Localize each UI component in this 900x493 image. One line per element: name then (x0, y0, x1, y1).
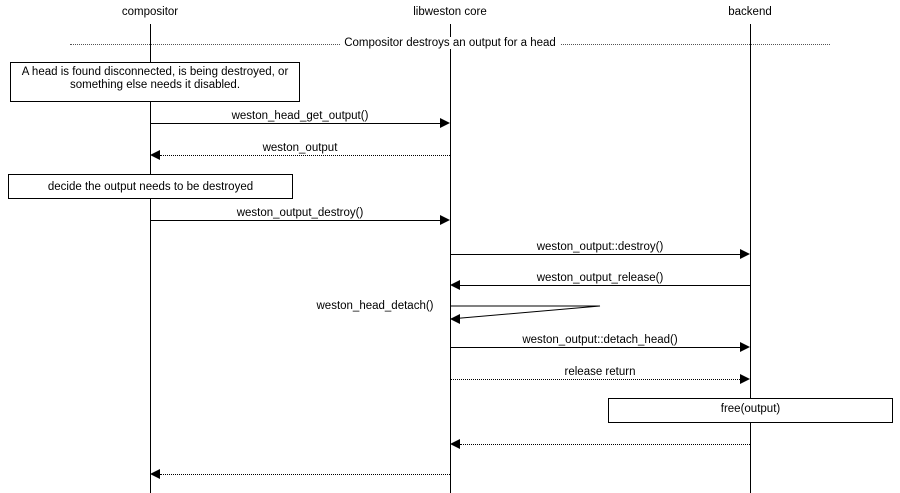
message-line-core-return (160, 474, 450, 475)
message-line-weston-output-release (460, 285, 750, 286)
arrowhead-left-icon (450, 280, 460, 290)
arrowhead-right-icon (440, 118, 450, 128)
arrowhead-left-icon (150, 469, 160, 479)
message-line-weston-output-destroy-vfunc (450, 254, 740, 255)
note-decide-destroy: decide the output needs to be destroyed (8, 174, 293, 199)
message-label-weston-output-release: weston_output_release() (536, 272, 664, 284)
message-label-weston-output: weston_output (262, 142, 338, 154)
message-label-weston-head-detach: weston_head_detach() (316, 300, 434, 312)
message-line-weston-head-get-output (150, 123, 440, 124)
arrowhead-right-icon (740, 249, 750, 259)
message-line-weston-output-destroy (150, 220, 440, 221)
lifeline-libweston-core (450, 24, 451, 493)
execution-box-free-output: free(output) (608, 398, 893, 423)
message-label-weston-head-get-output: weston_head_get_output() (231, 110, 369, 122)
arrowhead-right-icon (740, 374, 750, 384)
arrowhead-left-icon (450, 439, 460, 449)
arrowhead-right-icon (440, 215, 450, 225)
participant-label-compositor: compositor (121, 6, 179, 18)
arrowhead-left-icon (450, 314, 460, 324)
note-head-disconnected: A head is found disconnected, is being destroyed, or something else needs it disabled. (10, 62, 300, 102)
message-label-release-return: release return (564, 366, 636, 378)
participant-label-libweston-core: libweston core (413, 6, 487, 18)
arrowhead-left-icon (150, 150, 160, 160)
message-line-release-return (450, 379, 740, 380)
message-label-weston-output-destroy: weston_output_destroy() (236, 207, 364, 219)
message-label-weston-output-destroy-vfunc: weston_output::destroy() (536, 241, 664, 253)
message-label-weston-output-detach-head: weston_output::detach_head() (522, 334, 678, 346)
message-line-backend-return (460, 444, 750, 445)
section-title: Compositor destroys an output for a head (340, 37, 560, 49)
participant-label-backend: backend (728, 6, 772, 18)
message-self-weston-head-detach (450, 300, 610, 326)
message-line-weston-output (160, 155, 450, 156)
arrowhead-right-icon (740, 342, 750, 352)
message-line-weston-output-detach-head (450, 347, 740, 348)
